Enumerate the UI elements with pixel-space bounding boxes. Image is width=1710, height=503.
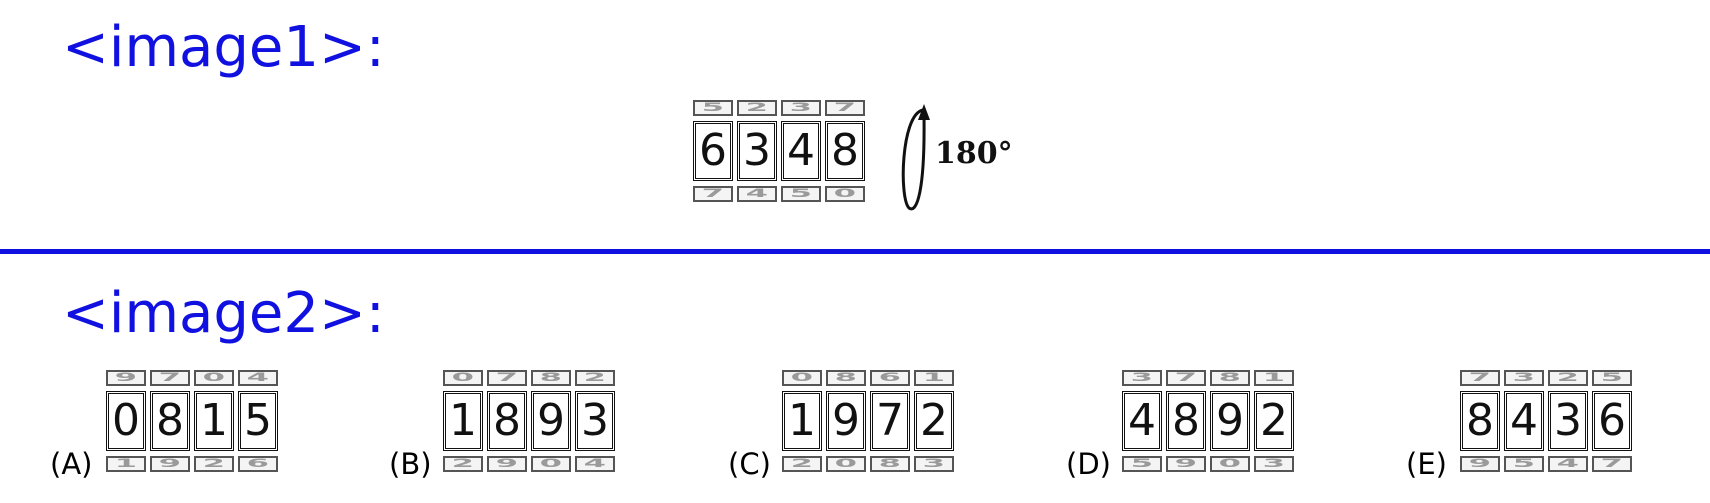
dial-bottom: 5 (1122, 456, 1162, 472)
dial-top: 0 (194, 370, 234, 386)
dial-bottom: 9 (150, 456, 190, 472)
dial-main: 3 (737, 121, 777, 181)
dial-top: 0 (782, 370, 822, 386)
dial-main: 9 (531, 391, 571, 451)
dial-main: 4 (781, 121, 821, 181)
rotation-angle-label: 180° (935, 136, 1013, 171)
dial-top: 2 (575, 370, 615, 386)
dial-bottom: 4 (575, 456, 615, 472)
dial-main: 0 (106, 391, 146, 451)
dial-bottom: 4 (1548, 456, 1588, 472)
option-a-label: (A) (50, 447, 93, 481)
lock-bottom-row (693, 186, 865, 202)
dial-bottom: 0 (825, 186, 865, 202)
dial-main: 1 (782, 391, 822, 451)
rotation-arrow-icon (895, 100, 937, 214)
lock-bottom-row (443, 456, 615, 472)
dial-main: 3 (1548, 391, 1588, 451)
dial-bottom: 0 (1210, 456, 1250, 472)
lock-top-row (106, 370, 278, 386)
dial-bottom: 7 (693, 186, 733, 202)
image1-heading: <image1>: (62, 15, 385, 80)
option-b-label: (B) (389, 447, 432, 481)
lock-main-row (1122, 391, 1294, 451)
dial-bottom: 0 (531, 456, 571, 472)
lock-main-row (782, 391, 954, 451)
dial-top: 8 (531, 370, 571, 386)
image2-heading: <image2>: (62, 281, 385, 346)
dial-top: 3 (1122, 370, 1162, 386)
dial-bottom: 3 (1254, 456, 1294, 472)
dial-top: 1 (914, 370, 954, 386)
lock-main-row (443, 391, 615, 451)
option-a-lock (106, 370, 278, 472)
dial-main: 8 (1166, 391, 1206, 451)
dial-top: 2 (737, 100, 777, 116)
dial-top: 4 (238, 370, 278, 386)
dial-top: 7 (1460, 370, 1500, 386)
dial-bottom: 8 (870, 456, 910, 472)
dial-main: 8 (1460, 391, 1500, 451)
dial-main: 9 (1210, 391, 1250, 451)
dial-top: 7 (1166, 370, 1206, 386)
lock-top-row (443, 370, 615, 386)
dial-bottom: 9 (1460, 456, 1500, 472)
dial-main: 6 (1592, 391, 1632, 451)
dial-top: 7 (150, 370, 190, 386)
lock-top-row (1460, 370, 1632, 386)
dial-top: 9 (106, 370, 146, 386)
dial-top: 3 (781, 100, 821, 116)
dial-bottom: 2 (443, 456, 483, 472)
dial-bottom: 5 (781, 186, 821, 202)
option-d-label: (D) (1066, 447, 1111, 481)
dial-bottom: 0 (826, 456, 866, 472)
dial-bottom: 9 (487, 456, 527, 472)
dial-main: 8 (150, 391, 190, 451)
dial-main: 8 (487, 391, 527, 451)
dial-top: 2 (1548, 370, 1588, 386)
dial-top: 8 (826, 370, 866, 386)
dial-main: 5 (238, 391, 278, 451)
lock-bottom-row (106, 456, 278, 472)
dial-main: 1 (194, 391, 234, 451)
dial-main: 2 (1254, 391, 1294, 451)
option-e-lock (1460, 370, 1632, 472)
option-e-label: (E) (1406, 447, 1447, 481)
dial-bottom: 2 (194, 456, 234, 472)
dial-main: 2 (914, 391, 954, 451)
dial-main: 6 (693, 121, 733, 181)
dial-top: 3 (1504, 370, 1544, 386)
dial-main: 9 (826, 391, 866, 451)
lock-main-row (693, 121, 865, 181)
dial-bottom: 1 (106, 456, 146, 472)
dial-top: 7 (825, 100, 865, 116)
lock-bottom-row (782, 456, 954, 472)
dial-main: 4 (1122, 391, 1162, 451)
option-c-lock (782, 370, 954, 472)
dial-top: 5 (693, 100, 733, 116)
option-d-lock (1122, 370, 1294, 472)
dial-bottom: 6 (238, 456, 278, 472)
dial-bottom: 2 (782, 456, 822, 472)
lock-top-row (693, 100, 865, 116)
dial-main: 4 (1504, 391, 1544, 451)
dial-bottom: 9 (1166, 456, 1206, 472)
dial-top: 5 (1592, 370, 1632, 386)
lock-bottom-row (1460, 456, 1632, 472)
dial-main: 1 (443, 391, 483, 451)
option-c-label: (C) (728, 447, 771, 481)
lock-bottom-row (1122, 456, 1294, 472)
divider-line (0, 249, 1710, 254)
dial-main: 3 (575, 391, 615, 451)
image1-lock (693, 100, 865, 202)
dial-main: 8 (825, 121, 865, 181)
lock-main-row (1460, 391, 1632, 451)
dial-bottom: 3 (914, 456, 954, 472)
lock-main-row (106, 391, 278, 451)
lock-top-row (1122, 370, 1294, 386)
dial-top: 1 (1254, 370, 1294, 386)
dial-top: 8 (1210, 370, 1250, 386)
dial-bottom: 4 (737, 186, 777, 202)
dial-bottom: 5 (1504, 456, 1544, 472)
dial-top: 6 (870, 370, 910, 386)
dial-bottom: 7 (1592, 456, 1632, 472)
lock-top-row (782, 370, 954, 386)
dial-top: 7 (487, 370, 527, 386)
dial-top: 0 (443, 370, 483, 386)
dial-main: 7 (870, 391, 910, 451)
option-b-lock (443, 370, 615, 472)
